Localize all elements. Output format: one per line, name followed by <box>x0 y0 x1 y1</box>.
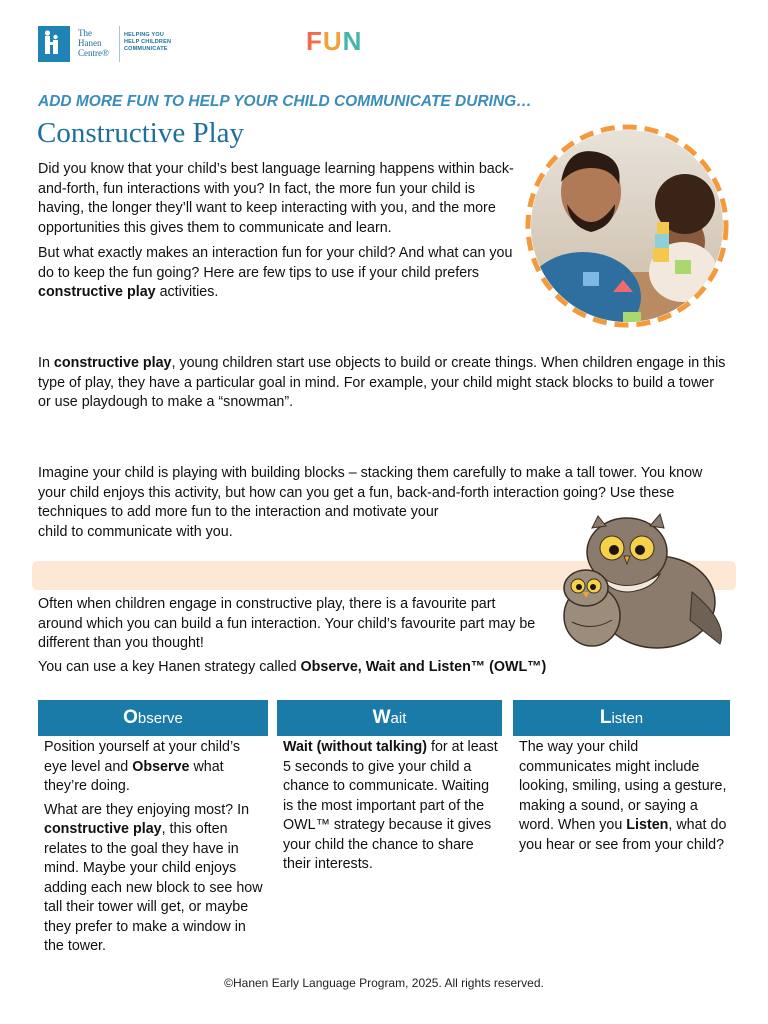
observe-text-1: Position yourself at your child’s eye level and Observe what they’re doing. <box>44 739 241 794</box>
intro-paragraph-1: Did you know that your child’s best language learning happens within back-and-forth, fun interactions with you? In fact, the more fun your child is having, the longer they’ll want to keep interacting with you, and the more opportunities this gives them to communicate and learn. <box>38 161 514 236</box>
listen-column <box>519 738 729 855</box>
observe-column <box>44 738 266 957</box>
favourite-part-paragraph: Often when children engage in constructive play, there is a favourite part around which you can build a fun interaction. Your child’s favourite part may be different than you thought! <box>38 596 536 651</box>
constructive-play-definition: In constructive play, young children start use objects to build or create things. When children engage in this type of play, they have a particular goal in mind. For example, your child might stack blocks to build a tower or use playdough to make a “snowman”. <box>38 355 726 410</box>
logo-tagline: HELPING YOU HELP CHILDREN COMMUNICATE <box>124 32 172 52</box>
copyright-footer: ©Hanen Early Language Program, 2025. All rights reserved. <box>224 976 544 990</box>
kicker-heading: ADD MORE FUN TO HELP YOUR CHILD COMMUNICATE DURING… <box>38 93 532 110</box>
wait-column <box>283 738 499 875</box>
hanen-logo-wordmark: The Hanen Centre® <box>78 28 109 58</box>
building-blocks-paragraph: Imagine your child is playing with building blocks – stacking them carefully to make a tall tower. You know your child enjoys this activity, but how can you get a fun, back-and-forth interaction going? Use these techniques to add more fun to the interaction and motivate your child to communicate with you. <box>38 465 703 540</box>
hanen-logo-mark <box>38 26 70 62</box>
wait-header: Wait <box>277 700 502 736</box>
page-title: Constructive Play <box>37 117 245 149</box>
parent-child-photo <box>523 122 731 330</box>
observe-header: Observe <box>38 700 268 736</box>
owl-strategy-intro: You can use a key Hanen strategy called Observe, Wait and Listen™ (OWL™) <box>38 659 547 675</box>
logo-divider <box>119 26 120 62</box>
owls-illustration <box>552 512 730 650</box>
observe-text-2: What are they enjoying most? In constructive play, this often relates to the goal they have in mind. Maybe your child enjoys adding each new block to see how tall their tower will get, or maybe they prefer to make a window in the tower. <box>44 801 263 954</box>
listen-header: Listen <box>513 700 730 736</box>
intro-paragraph-2: But what exactly makes an interaction fun for your child? And what can you do to keep the fun going? Here are few tips to use if your child prefers constructive play activities. <box>38 245 513 300</box>
fun-logo: FUN <box>306 26 363 56</box>
wait-text: Wait (without talking) for at least 5 seconds to give your child a chance to communicate. Waiting is the most important part of the OWL™ strategy because it gives your child the chance to share their interests. <box>283 739 498 872</box>
listen-text: The way your child communicates might include looking, smiling, using a gesture, making a sound, or saying a word. When you Listen, what do you hear or see from your child? <box>519 739 727 853</box>
